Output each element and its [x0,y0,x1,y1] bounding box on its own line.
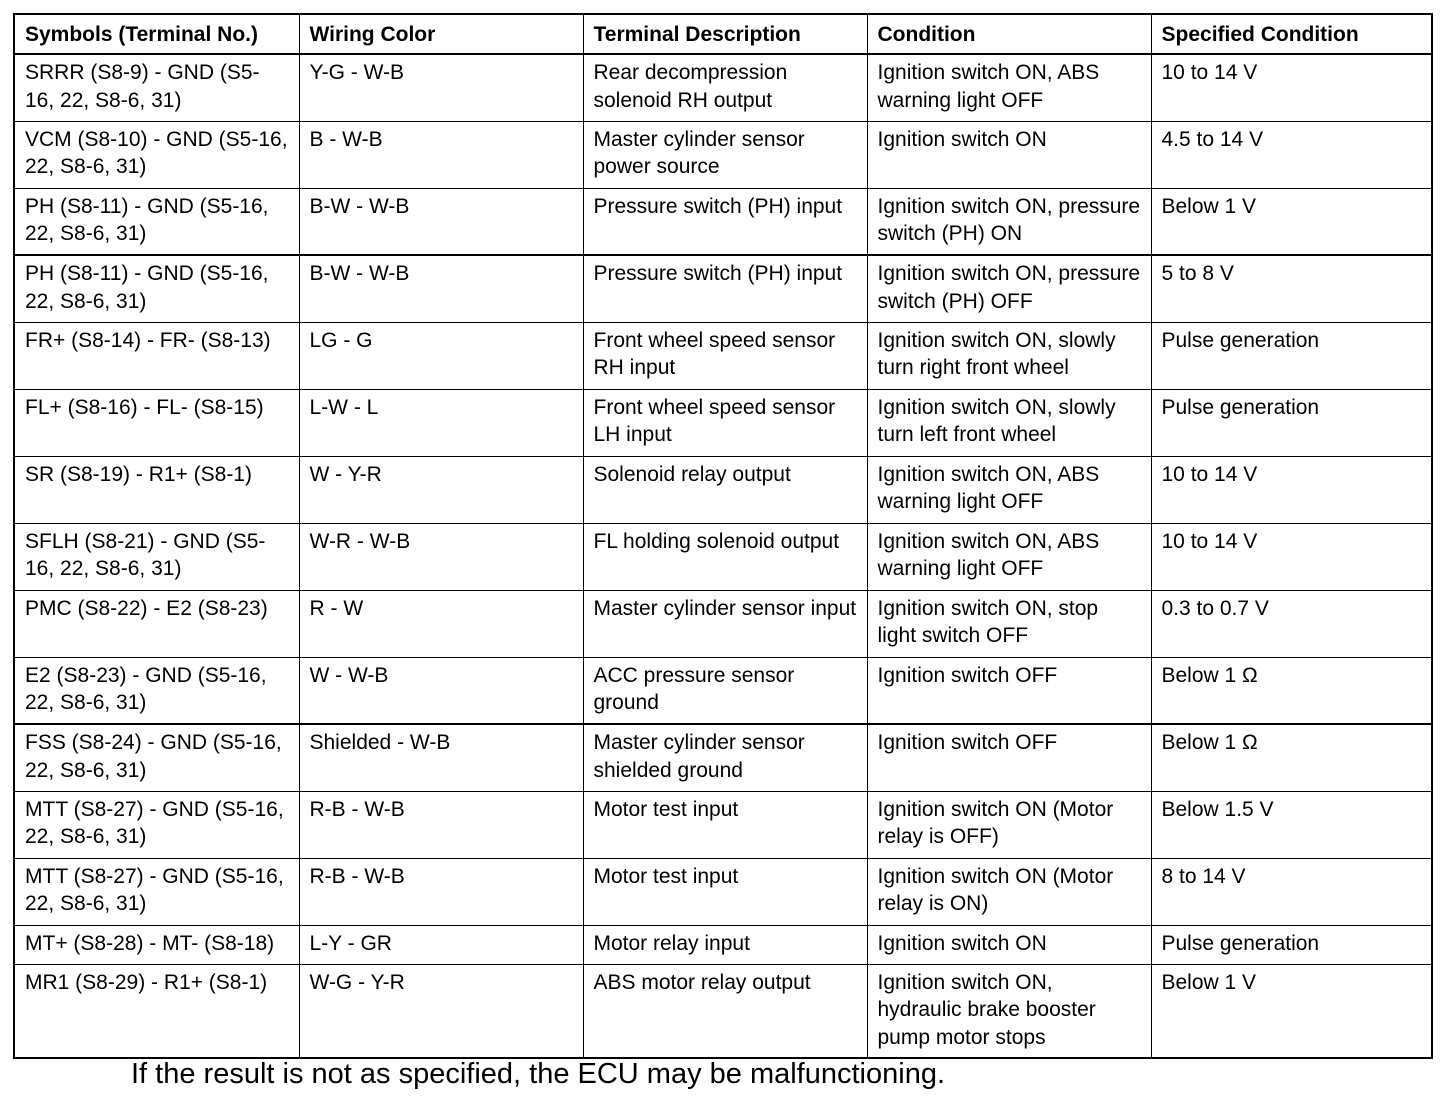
cell-specified: Pulse generation [1151,925,1432,964]
cell-symbol: FL+ (S8-16) - FL- (S8-15) [14,389,299,456]
cell-condition: Ignition switch ON, slowly turn left front wheel [867,389,1151,456]
table-row [14,523,1432,590]
table-row [14,791,1432,858]
cell-specified: 4.5 to 14 V [1151,121,1432,188]
ecu-terminal-spec-table [13,13,1433,1059]
cell-description: FL holding solenoid output [583,523,867,590]
cell-description: Pressure switch (PH) input [583,255,867,322]
header-specified-condition: Specified Condition [1151,14,1432,54]
cell-symbol: PH (S8-11) - GND (S5-16, 22, S8-6, 31) [14,255,299,322]
table-row [14,925,1432,964]
cell-condition: Ignition switch ON, stop light switch OFF [867,590,1151,657]
cell-description: Front wheel speed sensor LH input [583,389,867,456]
cell-description: Front wheel speed sensor RH input [583,322,867,389]
cell-symbol: VCM (S8-10) - GND (S5-16, 22, S8-6, 31) [14,121,299,188]
header-wiring-color: Wiring Color [299,14,583,54]
cell-condition: Ignition switch ON, slowly turn right front wheel [867,322,1151,389]
cell-condition: Ignition switch ON, ABS warning light OFF [867,54,1151,121]
cell-wiring: LG - G [299,322,583,389]
cell-wiring: Shielded - W-B [299,724,583,791]
table-row [14,858,1432,925]
cell-symbol: SRRR (S8-9) - GND (S5-16, 22, S8-6, 31) [14,54,299,121]
cell-wiring: Y-G - W-B [299,54,583,121]
cell-specified: 10 to 14 V [1151,456,1432,523]
cell-wiring: B-W - W-B [299,188,583,255]
cell-condition: Ignition switch ON, hydraulic brake booster pump motor stops [867,964,1151,1058]
cell-description: ACC pressure sensor ground [583,657,867,724]
table-row [14,964,1432,1058]
table-header-row [14,14,1432,54]
cell-specified: Below 1 V [1151,964,1432,1058]
cell-specified: Below 1.5 V [1151,791,1432,858]
header-condition: Condition [867,14,1151,54]
cell-symbol: FSS (S8-24) - GND (S5-16, 22, S8-6, 31) [14,724,299,791]
cell-description: Master cylinder sensor power source [583,121,867,188]
cell-specified: 10 to 14 V [1151,523,1432,590]
cell-wiring: B-W - W-B [299,255,583,322]
cell-specified: Below 1 V [1151,188,1432,255]
cell-condition: Ignition switch ON (Motor relay is OFF) [867,791,1151,858]
table-row [14,255,1432,322]
cell-wiring: R-B - W-B [299,791,583,858]
table-row [14,54,1432,121]
cell-wiring: R - W [299,590,583,657]
cell-symbol: E2 (S8-23) - GND (S5-16, 22, S8-6, 31) [14,657,299,724]
cell-symbol: PH (S8-11) - GND (S5-16, 22, S8-6, 31) [14,188,299,255]
cell-description: Motor relay input [583,925,867,964]
cell-description: Motor test input [583,858,867,925]
table-row [14,121,1432,188]
table-row [14,724,1432,791]
header-symbol: Symbols (Terminal No.) [14,14,299,54]
cell-specified: Below 1 Ω [1151,724,1432,791]
cell-symbol: FR+ (S8-14) - FR- (S8-13) [14,322,299,389]
cell-symbol: MTT (S8-27) - GND (S5-16, 22, S8-6, 31) [14,858,299,925]
cell-wiring: L-W - L [299,389,583,456]
cell-symbol: SFLH (S8-21) - GND (S5-16, 22, S8-6, 31) [14,523,299,590]
cell-symbol: MTT (S8-27) - GND (S5-16, 22, S8-6, 31) [14,791,299,858]
cell-wiring: W - Y-R [299,456,583,523]
cell-specified: Pulse generation [1151,389,1432,456]
cell-condition: Ignition switch ON, ABS warning light OFF [867,523,1151,590]
cell-specified: Pulse generation [1151,322,1432,389]
cell-description: Master cylinder sensor input [583,590,867,657]
cell-condition: Ignition switch ON, pressure switch (PH) ON [867,188,1151,255]
table-row [14,657,1432,724]
cell-description: Motor test input [583,791,867,858]
cell-condition: Ignition switch ON, pressure switch (PH) OFF [867,255,1151,322]
table-row [14,322,1432,389]
cell-wiring: W-G - Y-R [299,964,583,1058]
cell-condition: Ignition switch OFF [867,657,1151,724]
cell-wiring: W - W-B [299,657,583,724]
cell-wiring: B - W-B [299,121,583,188]
table-row [14,188,1432,255]
cell-description: Pressure switch (PH) input [583,188,867,255]
cell-specified: 5 to 8 V [1151,255,1432,322]
cell-description: ABS motor relay output [583,964,867,1058]
table-row [14,456,1432,523]
cell-condition: Ignition switch ON (Motor relay is ON) [867,858,1151,925]
cell-specified: 10 to 14 V [1151,54,1432,121]
cell-condition: Ignition switch ON [867,925,1151,964]
cell-symbol: MR1 (S8-29) - R1+ (S8-1) [14,964,299,1058]
cell-specified: 8 to 14 V [1151,858,1432,925]
footnote-text: If the result is not as specified, the ECU may be malfunctioning. [131,1058,946,1090]
table-row [14,590,1432,657]
cell-symbol: MT+ (S8-28) - MT- (S8-18) [14,925,299,964]
cell-wiring: W-R - W-B [299,523,583,590]
cell-wiring: R-B - W-B [299,858,583,925]
cell-specified: 0.3 to 0.7 V [1151,590,1432,657]
header-terminal-description: Terminal Description [583,14,867,54]
cell-wiring: L-Y - GR [299,925,583,964]
table-row [14,389,1432,456]
cell-condition: Ignition switch ON [867,121,1151,188]
cell-symbol: SR (S8-19) - R1+ (S8-1) [14,456,299,523]
cell-condition: Ignition switch ON, ABS warning light OFF [867,456,1151,523]
cell-description: Rear decompression solenoid RH output [583,54,867,121]
cell-condition: Ignition switch OFF [867,724,1151,791]
cell-description: Solenoid relay output [583,456,867,523]
cell-description: Master cylinder sensor shielded ground [583,724,867,791]
cell-symbol: PMC (S8-22) - E2 (S8-23) [14,590,299,657]
cell-specified: Below 1 Ω [1151,657,1432,724]
